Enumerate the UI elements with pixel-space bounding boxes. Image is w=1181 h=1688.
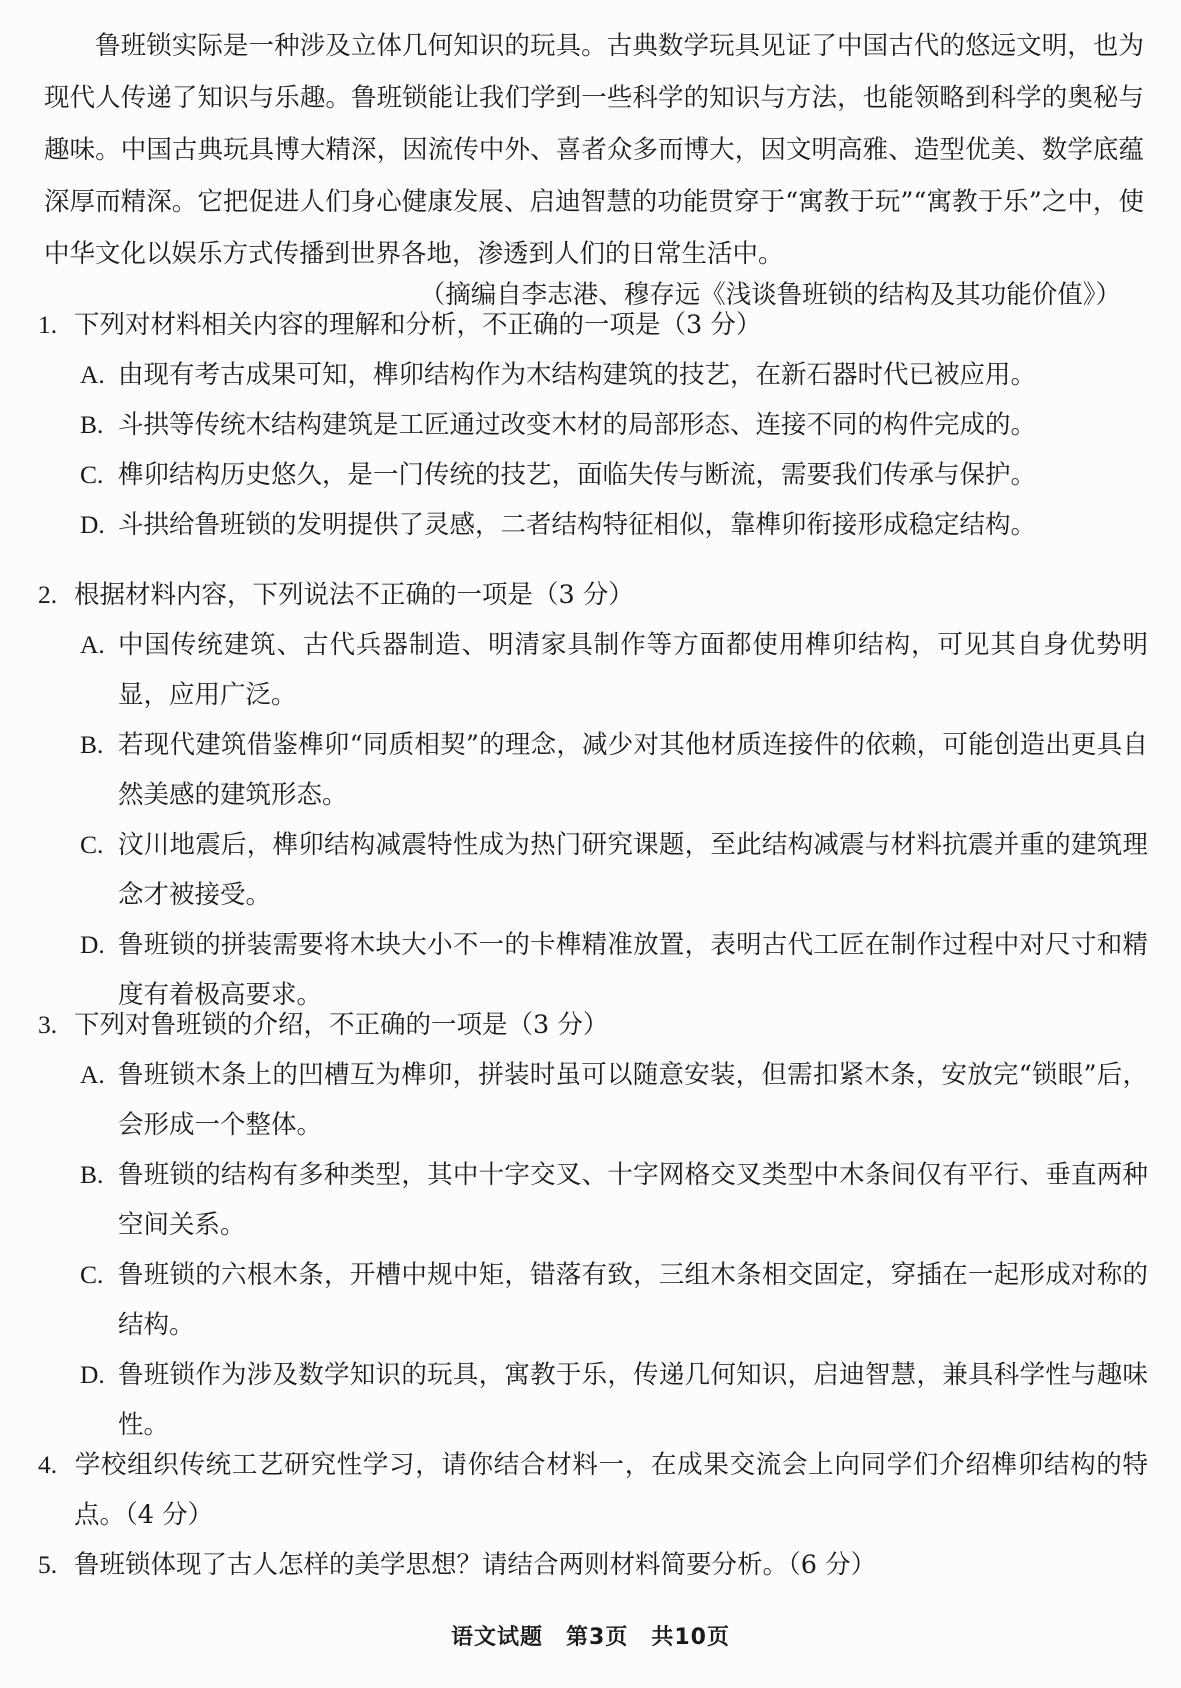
option-text: 中国传统建筑、古代兵器制造、明清家具制作等方面都使用榫卯结构，可见其自身优势明显，应用广泛。 bbox=[118, 630, 1148, 710]
question-number: 4. bbox=[38, 1450, 58, 1479]
option-d bbox=[38, 1350, 1148, 1450]
option-a bbox=[38, 1050, 1148, 1150]
option-text: 斗拱等传统木结构建筑是工匠通过改变木材的局部形态、连接不同的构件完成的。 bbox=[118, 410, 1037, 440]
option-letter: B. bbox=[80, 410, 104, 439]
question-text: 下列对鲁班锁的介绍，不正确的一项是（3 分） bbox=[74, 1010, 609, 1040]
option-letter: B. bbox=[80, 1160, 104, 1189]
question-number: 1. bbox=[38, 310, 58, 339]
option-text: 鲁班锁的六根木条，开槽中规中矩，错落有致，三组木条相交固定，穿插在一起形成对称的结构。 bbox=[118, 1260, 1148, 1340]
question-stem bbox=[38, 1000, 1148, 1050]
question-stem bbox=[38, 300, 1148, 350]
option-letter: C. bbox=[80, 1260, 104, 1289]
option-text: 汶川地震后，榫卯结构减震特性成为热门研究课题，至此结构减震与材料抗震并重的建筑理念才被接受。 bbox=[118, 830, 1148, 910]
option-b bbox=[38, 400, 1148, 450]
question-stem bbox=[38, 1440, 1148, 1540]
option-c bbox=[38, 820, 1148, 920]
question-1 bbox=[38, 300, 1148, 550]
option-b bbox=[38, 1150, 1148, 1250]
question-5 bbox=[38, 1540, 1148, 1590]
option-c bbox=[38, 450, 1148, 500]
option-letter: D. bbox=[80, 1360, 105, 1389]
question-2 bbox=[38, 570, 1148, 1020]
question-stem bbox=[38, 570, 1148, 620]
option-c bbox=[38, 1250, 1148, 1350]
option-text: 鲁班锁作为涉及数学知识的玩具，寓教于乐，传递几何知识，启迪智慧，兼具科学性与趣味性。 bbox=[118, 1360, 1148, 1440]
option-text: 若现代建筑借鉴榫卯“同质相契”的理念，减少对其他材质连接件的依赖，可能创造出更具自然美感的建筑形态。 bbox=[118, 730, 1148, 810]
question-3 bbox=[38, 1000, 1148, 1450]
reading-passage: 鲁班锁实际是一种涉及立体几何知识的玩具。古典数学玩具见证了中国古代的悠远文明，也为现代人传递了知识与乐趣。鲁班锁能让我们学到一些科学的知识与方法，也能领略到科学的奥秘与趣味。中国古典玩具博大精深，因流传中外、喜者众多而博大，因文明高雅、造型优美、数学底蕴深厚而精深。它把促进人们身心健康发展、启迪智慧的功能贯穿于“寓教于玩”“寓教于乐”之中，使中华文化以娱乐方式传播到世界各地，渗透到人们的日常生活中。 bbox=[44, 31, 1144, 269]
option-letter: A. bbox=[80, 1060, 105, 1089]
question-text: 鲁班锁体现了古人怎样的美学思想？请结合两则材料简要分析。（6 分） bbox=[74, 1550, 877, 1580]
option-text: 鲁班锁的结构有多种类型，其中十字交叉、十字网格交叉类型中木条间仅有平行、垂直两种空间关系。 bbox=[118, 1160, 1148, 1240]
question-4 bbox=[38, 1440, 1148, 1540]
page-footer: 语文试题 第3页 共10页 bbox=[451, 1625, 730, 1650]
question-stem bbox=[38, 1540, 1148, 1590]
option-text: 鲁班锁的拼装需要将木块大小不一的卡榫精准放置，表明古代工匠在制作过程中对尺寸和精度有着极高要求。 bbox=[118, 930, 1148, 1010]
option-text: 斗拱给鲁班锁的发明提供了灵感，二者结构特征相似，靠榫卯衔接形成稳定结构。 bbox=[118, 510, 1037, 540]
option-a bbox=[38, 620, 1148, 720]
option-letter: C. bbox=[80, 830, 104, 859]
option-a bbox=[38, 350, 1148, 400]
option-letter: A. bbox=[80, 360, 105, 389]
question-number: 3. bbox=[38, 1010, 58, 1039]
option-letter: B. bbox=[80, 730, 104, 759]
question-text: 根据材料内容，下列说法不正确的一项是（3 分） bbox=[74, 580, 634, 610]
question-number: 2. bbox=[38, 580, 58, 609]
question-text: 学校组织传统工艺研究性学习，请你结合材料一，在成果交流会上向同学们介绍榫卯结构的特点。（4 分） bbox=[74, 1450, 1148, 1530]
option-text: 榫卯结构历史悠久，是一门传统的技艺，面临失传与断流，需要我们传承与保护。 bbox=[118, 460, 1037, 490]
option-b bbox=[38, 720, 1148, 820]
question-text: 下列对材料相关内容的理解和分析，不正确的一项是（3 分） bbox=[74, 310, 762, 340]
question-number: 5. bbox=[38, 1550, 58, 1579]
option-text: 鲁班锁木条上的凹槽互为榫卯，拼装时虽可以随意安装，但需扣紧木条，安放完“锁眼”后，会形成一个整体。 bbox=[118, 1060, 1148, 1140]
option-text: 由现有考古成果可知，榫卯结构作为木结构建筑的技艺，在新石器时代已被应用。 bbox=[118, 360, 1037, 390]
option-letter: D. bbox=[80, 510, 105, 539]
option-letter: C. bbox=[80, 460, 104, 489]
option-letter: D. bbox=[80, 930, 105, 959]
option-d bbox=[38, 500, 1148, 550]
option-letter: A. bbox=[80, 630, 105, 659]
passage-source: （摘编自李志港、穆存远《浅谈鲁班锁的结构及其功能价值》） bbox=[419, 280, 1121, 310]
